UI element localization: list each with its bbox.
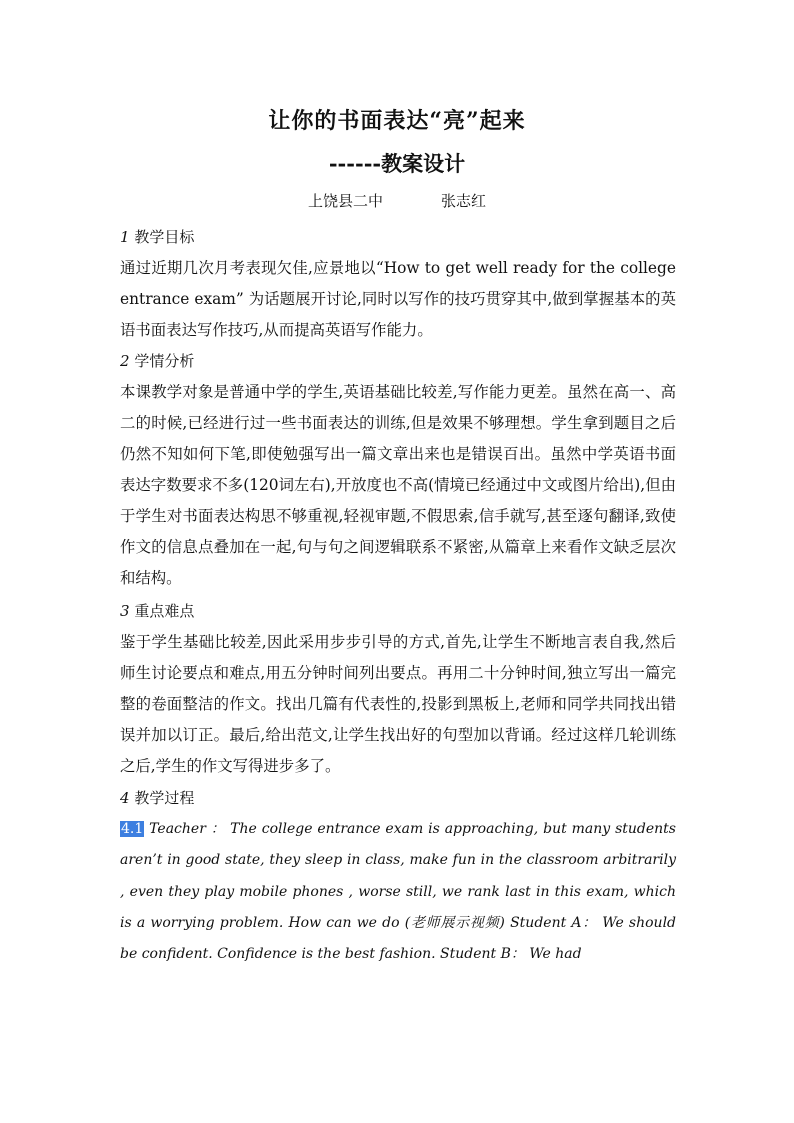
school-name: 上饶县二中 (307, 192, 383, 210)
section-body-2: 本课教学对象是普通中学的学生,英语基础比较差,写作能力更差。虽然在高一、高二的时候,已经进行过一些书面表达的训练,但是效果不够理想。学生拿到题目之后仍然不知如何下笔,即使勉强写出一篇文章出来也是错误百出。虽然中学英语书面表达字数要求不多(120词左右),开放度也不高(情境已经通过中文或图片给出),但由于学生对书面表达构思不够重视,轻视审题,不假思索,信手就写,甚至逐句翻译,致使作文的信息点叠加在一起,句与句之间逻辑联系不紧密,从篇章上来看作文缺乏层次和结构。 (120, 383, 676, 587)
section-body-3: 鉴于学生基础比较差,因此采用步步引导的方式,首先,让学生不断地言表自我,然后师生讨论要点和难点,用五分钟时间列出要点。再用二十分钟时间,独立写出一篇完整的卷面整洁的作文。找出几篇有代表性的,投影到黑板上,老师和同学共同找出错误并加以订正。最后,给出范文,让学生找出好的句型加以背诵。经过这样几轮训练之后,学生的作文写得进步多了。 (120, 633, 676, 775)
teacher-name: 张志红 (441, 192, 487, 210)
section-heading-3: 3 重点难点 (120, 602, 195, 620)
section-heading-1: 1 教学目标 (120, 228, 195, 246)
section-heading-2: 2 学情分析 (120, 352, 195, 370)
dialogue-part-2: Student A： We should be confident. Confidence is the best fashion. Student B： We had (120, 914, 677, 963)
author-line (0, 190, 794, 211)
document-subtitle: ------教案设计 (328, 151, 466, 176)
teacher-note: (老师展示视频) (404, 914, 505, 931)
teaching-process-text (120, 814, 676, 970)
document-title: 让你的书面表达“亮”起来 (268, 108, 526, 134)
section-body-1: 通过近期几次月考表现欠佳,应景地以“How to get well ready for the college entrance exam” 为话题展开讨论,同时以写作的技巧贯穿其中,做到掌握基本的英语书面表达写作技巧,从而提高英语写作能力。 (120, 259, 676, 339)
dialogue-part-1: Teacher ： The college entrance exam is approaching, but many students aren’t in good state, they sleep in class, make fun in the classroom arbitrarily , even they play mobile phones , worse still, we rank last in this exam, which is a worrying problem. How can we do (120, 821, 676, 931)
step-number-highlight: 4.1 (121, 821, 144, 837)
section-heading-4: 4 教学过程 (120, 789, 195, 807)
